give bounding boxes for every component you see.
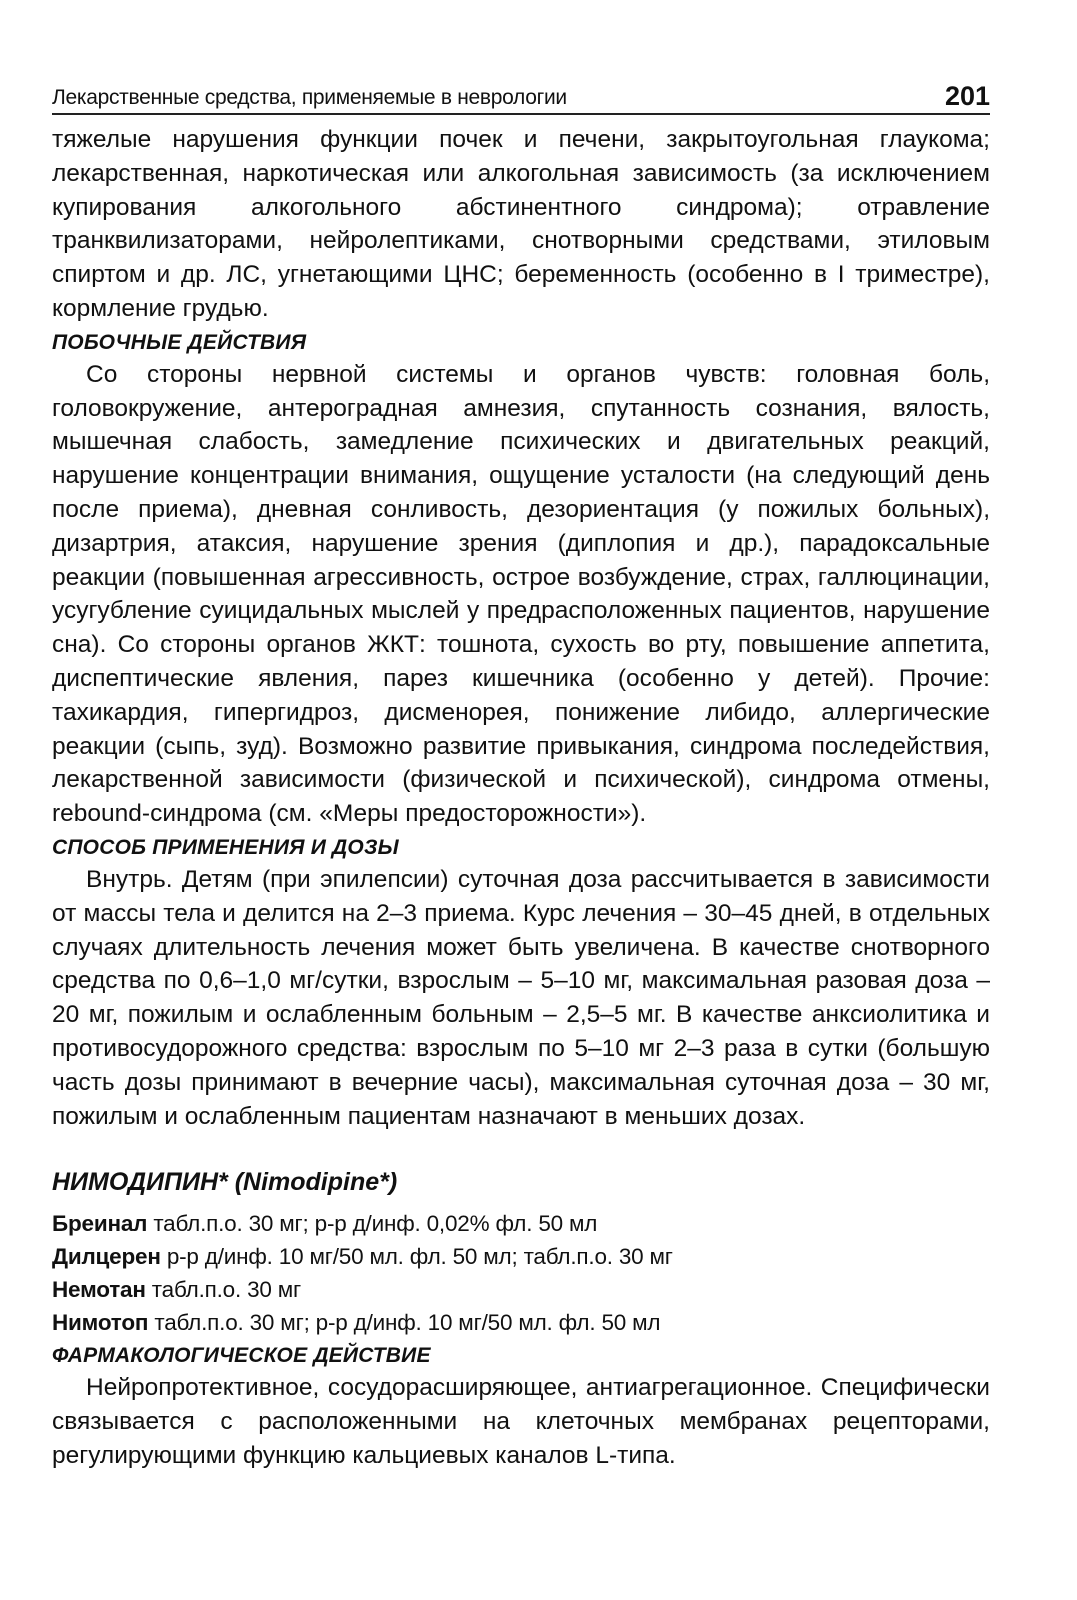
dosage-text: Внутрь. Детям (при эпилепсии) суточная доза рассчитывается в зависимости от массы тела и делится на 2–3 приема. Курс лечения – 30–45 дней, в отдельных случаях длительность лечения может быть увеличена. В качестве снотворного средства по 0,6–1,0 мг/сутки, взрослым – 5–10 мг, максимальная разовая доза – 20 мг, пожилым и ослабленным больным – 2,5–5 мг. В качестве анксиолитика и противосудорожного средства: взрослым по 5–10 мг 2–3 раза в сутки (большую часть дозы принимают в вечерние часы), максимальная суточная доза – 30 мг, пожилым и ослабленным пациентам назначают в меньших дозах. (52, 865, 990, 1130)
trade-name-entry (52, 1273, 990, 1306)
running-header (52, 70, 990, 115)
dosage-heading: СПОСОБ ПРИМЕНЕНИЯ И ДОЗЫ (52, 835, 399, 859)
trade-name: Бреинал (52, 1211, 148, 1237)
trade-name: Немотан (52, 1277, 146, 1303)
trade-forms: р-р д/инф. 10 мг/50 мл. фл. 50 мл; табл.п.о. 30 мг (166, 1244, 673, 1270)
trade-name-entry (52, 1306, 990, 1339)
side-effects-text: Со стороны нервной системы и органов чувств: головная боль, головокружение, антероградная амнезия, спутанность сознания, вялость, мышечная слабость, замедление психических и двигательных реакций, нарушение концентрации внимания, ощущение усталости (на следующий день после приема), дневная сонливость, дезориентация (у пожилых больных), дизартрия, атаксия, нарушение зрения (диплопия и др.), парадоксальные реакции (повышенная агрессивность, острое возбуждение, страх, галлюцинации, усугубление суицидальных мыслей у предрасположенных пациентов, нарушение сна). Со стороны органов ЖКТ: тошнота, сухость во рту, повышение аппетита, диспептические явления, парез кишечника (особенно у детей). Прочие: тахикардия, гипергидроз, дисменорея, понижение либидо, аллергические реакции (сыпь, зуд). Возможно развитие привыкания, синдрома последействия, лекарственной зависимости (физической и психической), синдрома отмены, rebound-синдрома (см. «Меры предосторожности»). (52, 360, 990, 828)
trade-name: Дилцерен (52, 1244, 161, 1270)
pharmacology-heading: ФАРМАКОЛОГИЧЕСКОЕ ДЕЙСТВИЕ (52, 1344, 431, 1368)
pharmacology-section (52, 1341, 990, 1472)
trade-forms: табл.п.о. 30 мг; р-р д/инф. 10 мг/50 мл. фл. 50 мл (154, 1310, 661, 1336)
trade-name-entry (52, 1240, 990, 1273)
drug-title: НИМОДИПИН* (Nimodipine*) (52, 1168, 398, 1197)
trade-forms: табл.п.о. 30 мг (151, 1277, 302, 1303)
trade-forms: табл.п.о. 30 мг; р-р д/инф. 0,02% фл. 50 мл (153, 1211, 598, 1237)
contraindications-continuation: тяжелые нарушения функции почек и печени, закрытоугольная глаукома; лекарственная, наркотическая или алкогольная зависимость (за исключением купирования алкогольного абстинентного синдрома); отравление транквилизаторами, нейролептиками, снотворными средствами, этиловым спиртом и др. ЛС, угнетающими ЦНС; беременность (особенно в I триместре), кормление грудью. (52, 126, 990, 322)
page-body (52, 123, 990, 1133)
pharmacology-text: Нейропротективное, сосудорасширяющее, антиагрегационное. Специфически связывается с расположенными на клеточных мембранах рецепторами, регулирующими функцию кальциевых каналов L-типа. (52, 1374, 990, 1469)
running-title: Лекарственные средства, применяемые в неврологии (52, 86, 567, 109)
side-effects-heading: ПОБОЧНЫЕ ДЕЙСТВИЯ (52, 330, 307, 354)
trade-name-entry (52, 1207, 990, 1240)
document-page (52, 70, 990, 1473)
trade-name-list (52, 1207, 990, 1339)
page-number: 201 (944, 81, 990, 111)
trade-name: Нимотоп (52, 1310, 149, 1336)
